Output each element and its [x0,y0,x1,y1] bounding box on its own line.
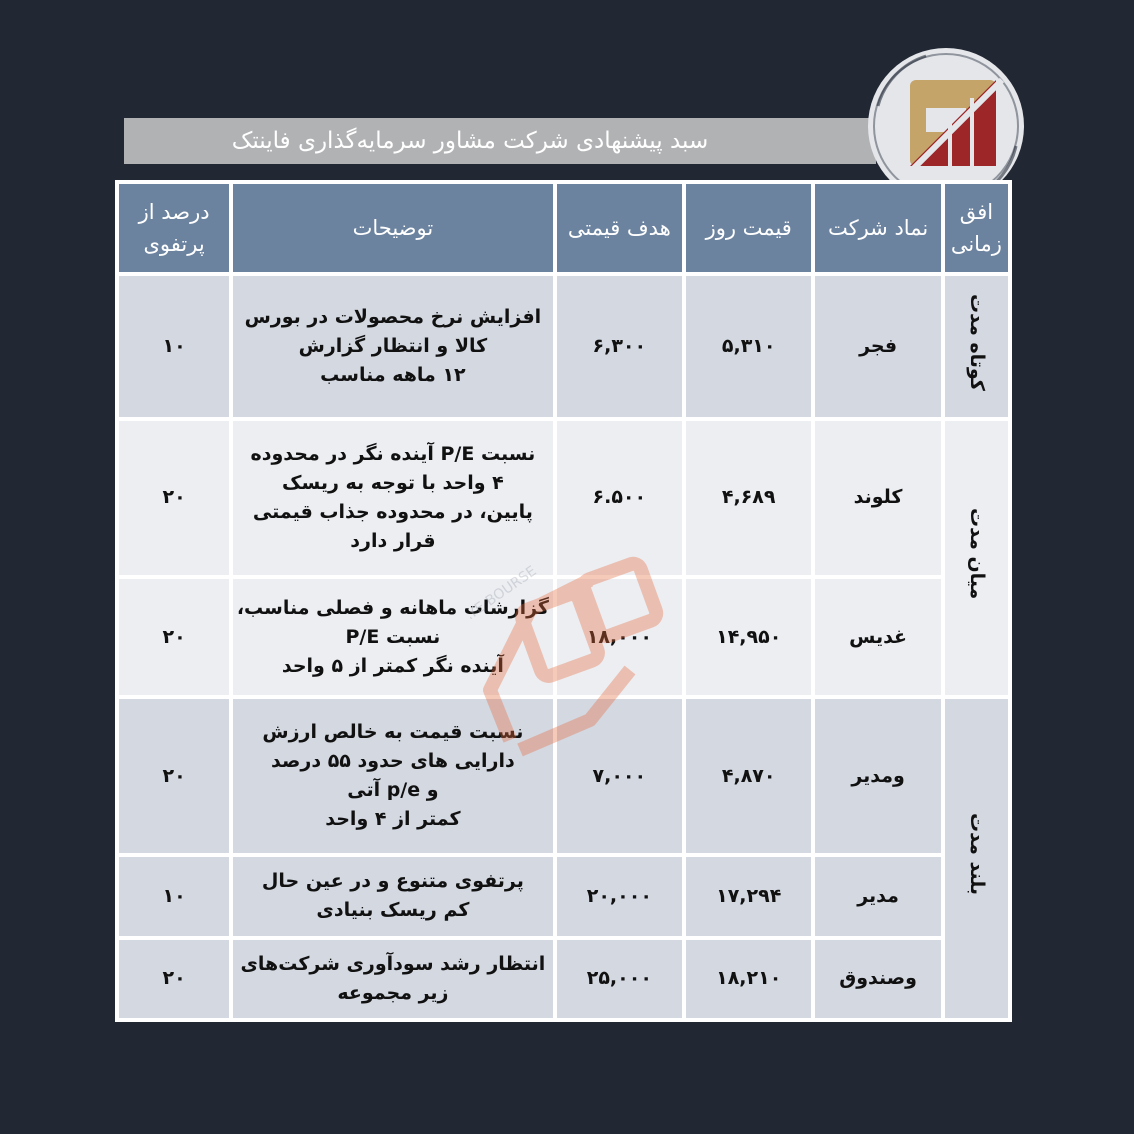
price-cell: ۱۴,۹۵۰ [686,579,811,695]
weight-cell: ۲۰ [119,699,229,853]
col-header-weight: درصد از پرتفوی [119,184,229,272]
weight-cell: ۱۰ [119,857,229,935]
notes-cell: نسبت قیمت به خالص ارزش دارایی های حدود ۵۵ درصد و p/e آتی کمتر از ۴ واحد [233,699,552,853]
table-row [119,579,1008,695]
table-row [119,421,1008,575]
col-header-price: قیمت روز [686,184,811,272]
table-row [119,857,1008,935]
horizon-cell-mid: میان مدت [945,421,1008,695]
notes-cell: افزایش نرخ محصولات در بورس کالا و انتظار گزارش ۱۲ ماهه مناسب [233,276,552,417]
target-cell: ۱۸,۰۰۰ [557,579,682,695]
table-row [119,276,1008,417]
symbol-cell: غدیس [815,579,940,695]
notes-cell: انتظار رشد سودآوری شرکت‌های زیر مجموعه [233,940,552,1018]
table-row [119,940,1008,1018]
target-cell: ۲۰,۰۰۰ [557,857,682,935]
weight-cell: ۲۰ [119,421,229,575]
target-cell: ۶,۳۰۰ [557,276,682,417]
col-header-horizon: افق زمانی [945,184,1008,272]
horizon-cell-long: بلند مدت [945,699,1008,1018]
symbol-cell: مدیر [815,857,940,935]
page-title: سبد پیشنهادی شرکت مشاور سرمایه‌گذاری فاینتک [124,118,876,164]
weight-cell: ۲۰ [119,579,229,695]
price-cell: ۵,۳۱۰ [686,276,811,417]
notes-cell: نسبت P/E آینده نگر در محدوده ۴ واحد با توجه به ریسک پایین، در محدوده جذاب قیمتی قرار دارد [233,421,552,575]
price-cell: ۴,۸۷۰ [686,699,811,853]
notes-cell: گزارشات ماهانه و فصلی مناسب، نسبت P/E آینده نگر کمتر از ۵ واحد [233,579,552,695]
symbol-cell: ومدیر [815,699,940,853]
table-header-row [119,184,1008,272]
table-row [119,699,1008,853]
price-cell: ۴,۶۸۹ [686,421,811,575]
notes-cell: پرتفوی متنوع و در عین حال کم ریسک بنیادی [233,857,552,935]
symbol-cell: فجر [815,276,940,417]
weight-cell: ۱۰ [119,276,229,417]
target-cell: ۲۵,۰۰۰ [557,940,682,1018]
target-cell: ۷,۰۰۰ [557,699,682,853]
horizon-cell-short: کوتاه مدت [945,276,1008,417]
symbol-cell: وصندوق [815,940,940,1018]
col-header-symbol: نماد شرکت [815,184,940,272]
price-cell: ۱۷,۲۹۴ [686,857,811,935]
weight-cell: ۲۰ [119,940,229,1018]
col-header-target: هدف قیمتی [557,184,682,272]
portfolio-table [115,180,1012,1022]
target-cell: ۶.۵۰۰ [557,421,682,575]
col-header-notes: توضیحات [233,184,552,272]
price-cell: ۱۸,۲۱۰ [686,940,811,1018]
symbol-cell: کلوند [815,421,940,575]
